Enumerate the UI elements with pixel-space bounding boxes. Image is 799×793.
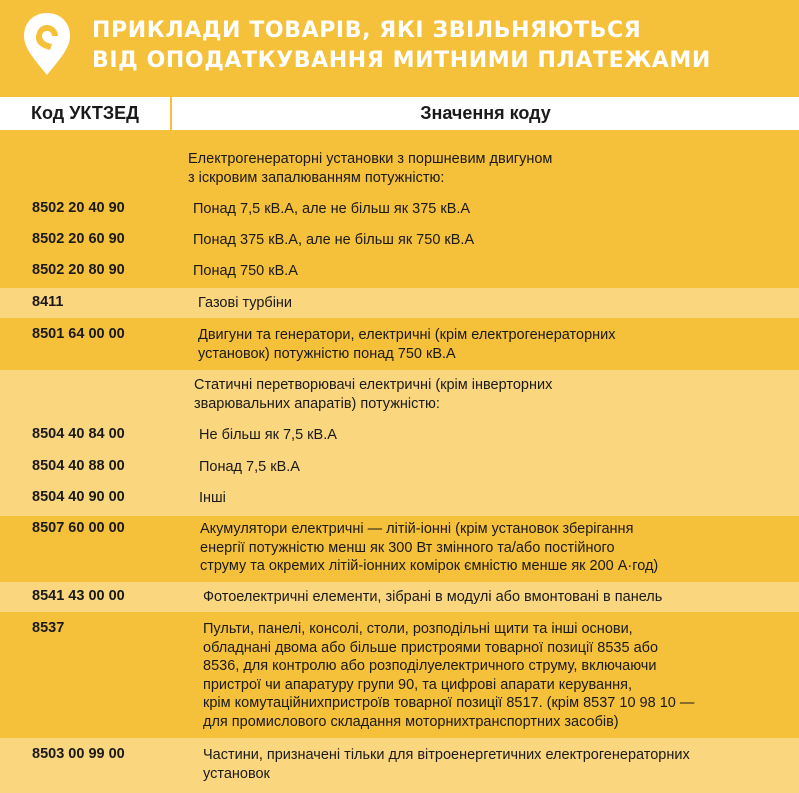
- row-value: Двигуни та генератори, електричні (крім електрогенераторних установок) потужністю понад 750 кВ.А: [198, 327, 616, 362]
- row-value: Понад 375 кВ.А, але не більш як 750 кВ.А: [193, 232, 475, 248]
- table-header: [0, 97, 799, 130]
- table-row-group: [0, 370, 799, 516]
- table-row: [0, 582, 799, 612]
- row-value: Інші: [199, 490, 226, 506]
- table-row: [0, 738, 799, 793]
- location-pin-icon: [22, 11, 72, 77]
- title-line-2: ВІД ОПОДАТКУВАННЯ МИТНИМИ ПЛАТЕЖАМИ: [92, 48, 711, 73]
- row-value: Понад 7,5 кВ.А, але не більш як 375 кВ.А: [193, 201, 471, 217]
- row-code: 8504 40 84 00: [32, 426, 125, 442]
- row-value: Пульти, панелі, консолі, столи, розподільні щити та інші основи, обладнані двома або більше пристроями товарної позиції 8535 або 8536, для контролю або розподілуелектричного струму, включаючи пристрої чи апаратуру групи 90, та цифрові апарати керування, крім комутаційнихпристроїв товарної позиції 8517. (крім 8537 10 98 10 — для промислового складання моторнихтранспортних засобів): [203, 621, 695, 730]
- row-code: 8502 20 60 90: [32, 231, 125, 247]
- column-header-value: Значення коду: [420, 103, 551, 123]
- title-line-1: ПРИКЛАДИ ТОВАРІВ, ЯКІ ЗВІЛЬНЯЮТЬСЯ: [92, 18, 642, 43]
- row-value: Фотоелектричні елементи, зібрані в модулі або вмонтовані в панель: [203, 589, 663, 605]
- page-title: [92, 16, 711, 76]
- row-code: 8501 64 00 00: [32, 326, 125, 342]
- row-value: Понад 750 кВ.А: [193, 263, 298, 279]
- table-row-group: [0, 130, 799, 288]
- row-code: 8537: [32, 620, 65, 636]
- row-code: 8502 20 80 90: [32, 262, 125, 278]
- row-code: 8411: [32, 294, 64, 310]
- row-value: Акумулятори електричні — літій-іонні (крім установок зберігання енергії потужністю менш як 300 Вт змінного та/або постійного струму та окремих літій-іонних комірок ємністю менше як 200 А·год): [200, 521, 659, 574]
- row-value: Газові турбіни: [198, 295, 293, 311]
- row-value: Частини, призначені тільки для вітроенергетичних електрогенераторних установок: [203, 747, 690, 782]
- row-intro: Електрогенераторні установки з поршневим двигуном з іскровим запалюванням потужністю:: [188, 151, 553, 186]
- row-value: Не більш як 7,5 кВ.А: [199, 427, 337, 443]
- row-code: 8502 20 40 90: [32, 200, 125, 216]
- header: [0, 0, 799, 97]
- row-code: 8507 60 00 00: [32, 520, 125, 536]
- table-row: [0, 516, 799, 582]
- row-code: 8504 40 90 00: [32, 489, 125, 505]
- table-row: [0, 288, 799, 318]
- row-value: Понад 7,5 кВ.А: [199, 459, 300, 475]
- column-header-code: Код УКТЗЕД: [0, 97, 172, 130]
- table-row: [0, 318, 799, 370]
- table-row: [0, 612, 799, 738]
- row-code: 8503 00 99 00: [32, 746, 125, 762]
- row-code: 8541 43 00 00: [32, 588, 125, 604]
- row-code: 8504 40 88 00: [32, 458, 125, 474]
- row-intro: Статичні перетворювачі електричні (крім інверторних зварювальних апаратів) потужністю:: [194, 377, 553, 412]
